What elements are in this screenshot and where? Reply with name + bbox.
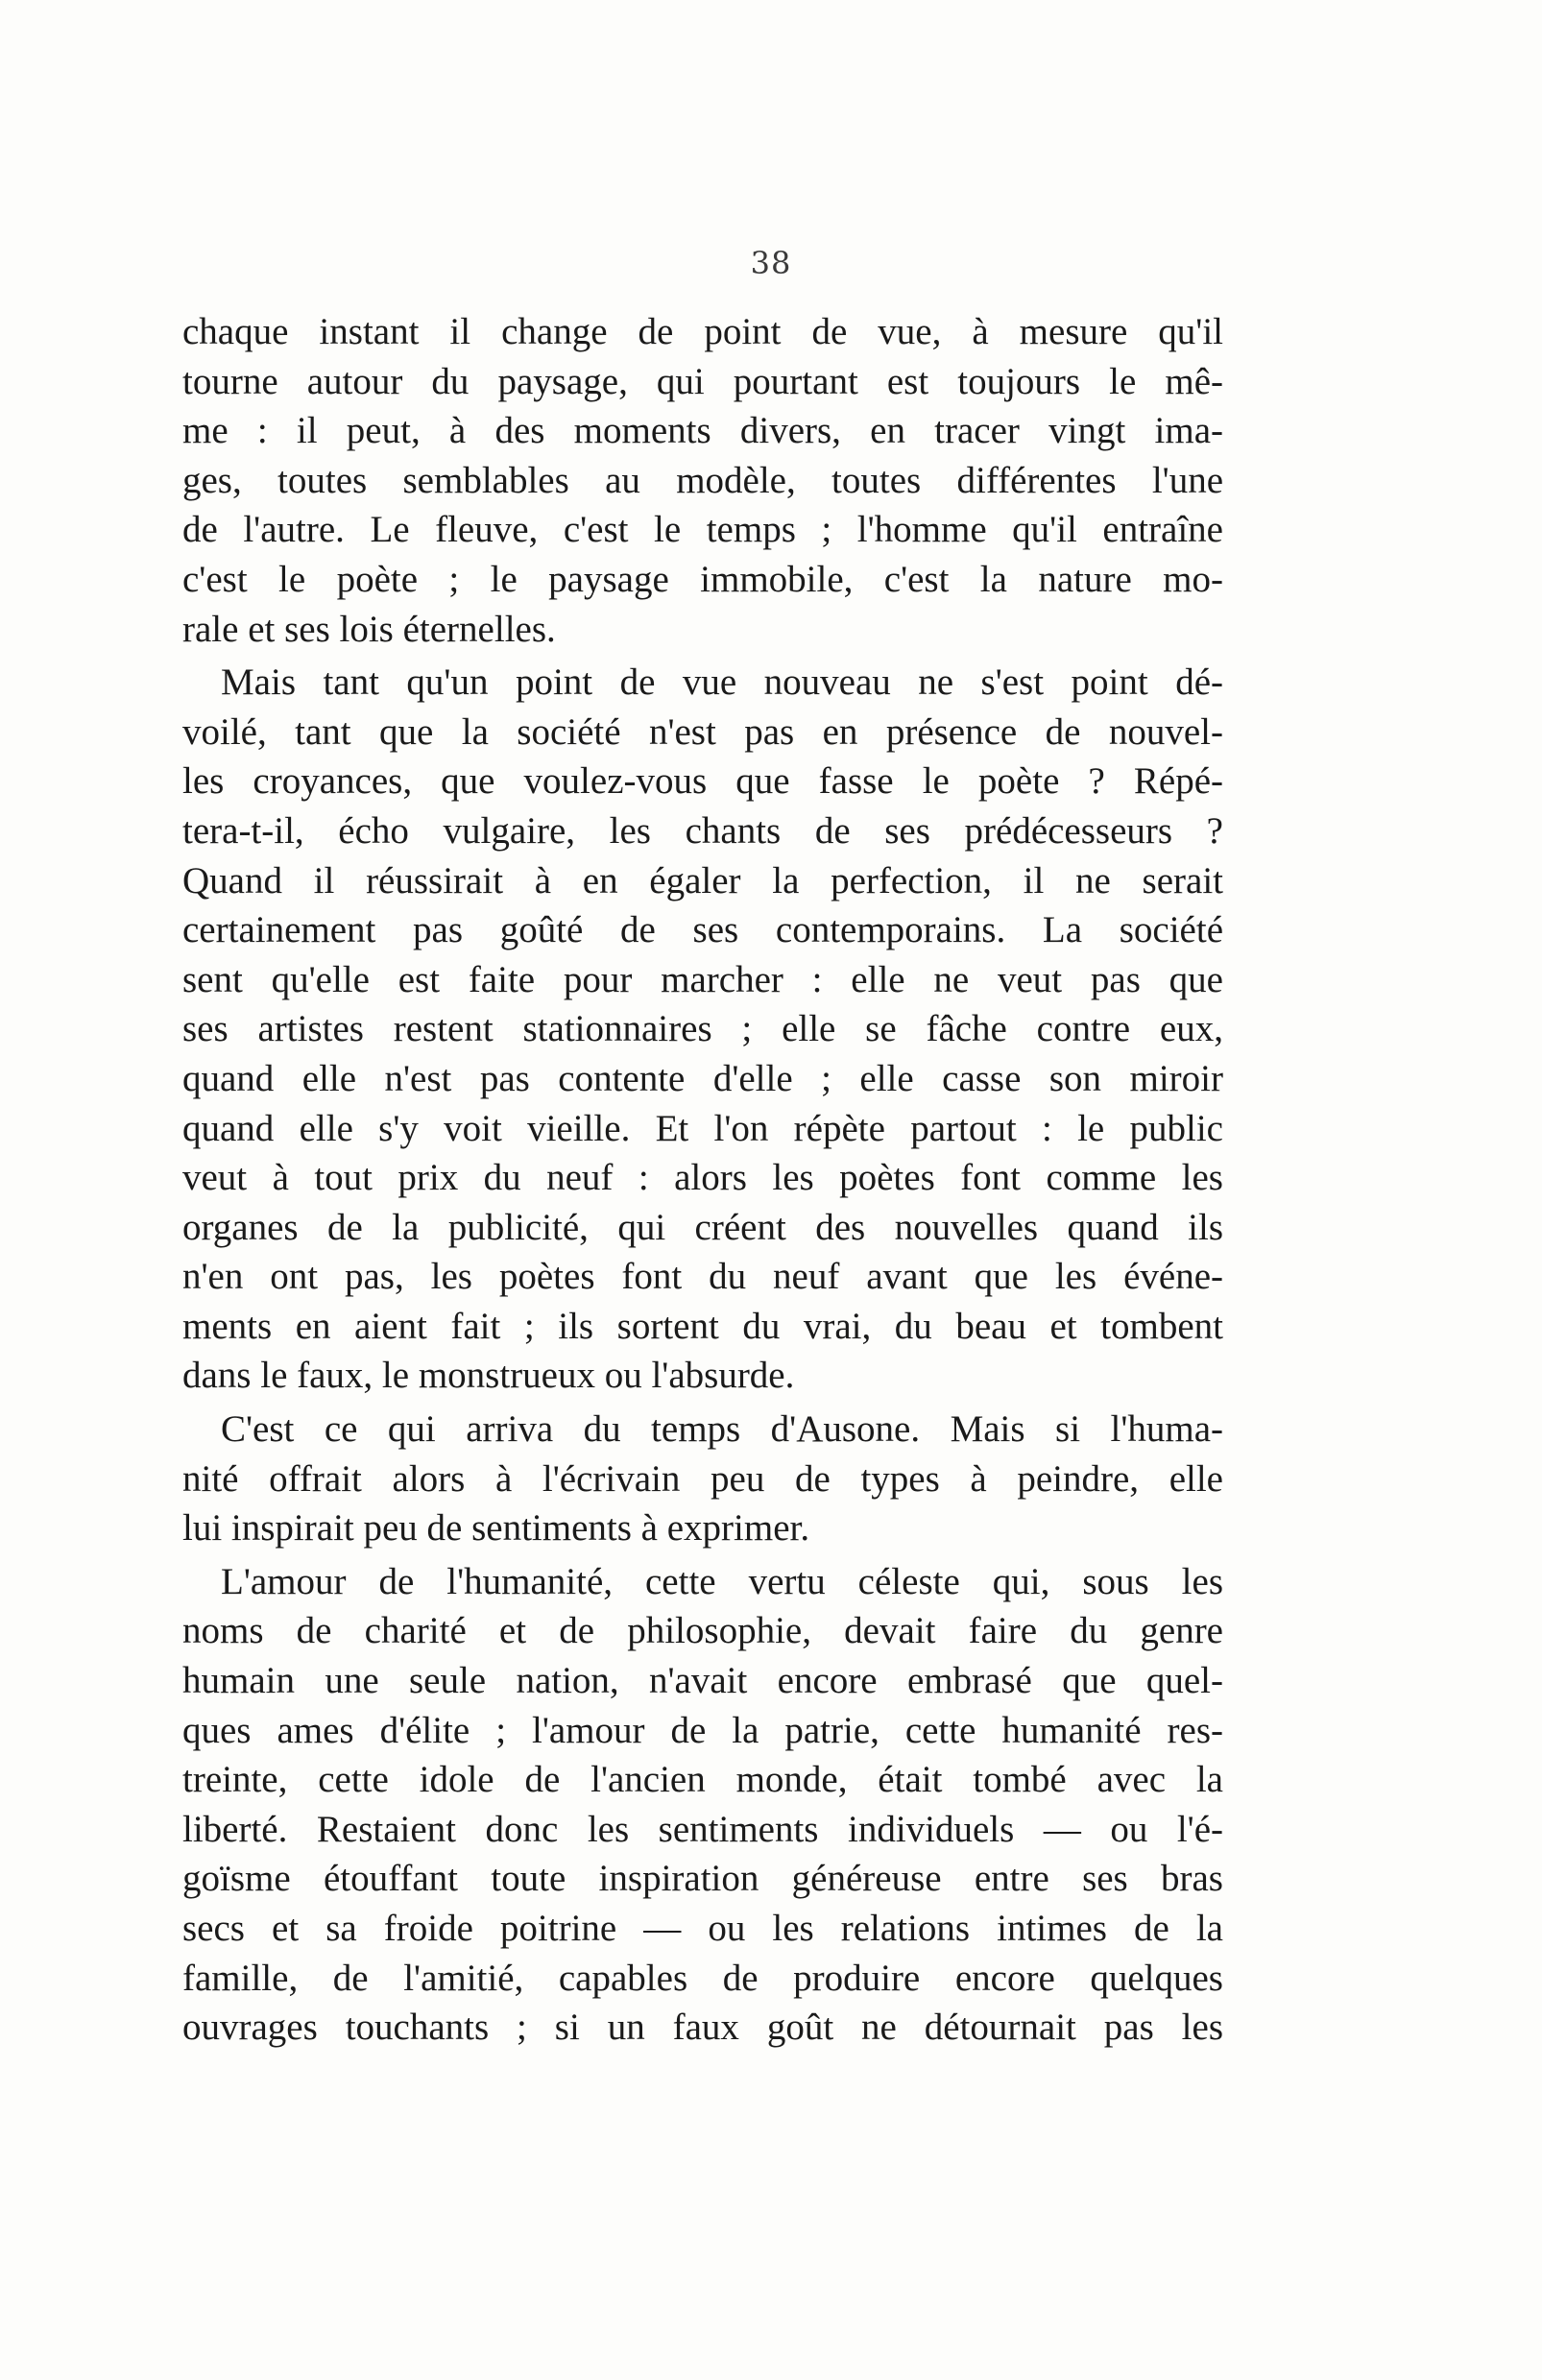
text-line: Mais tant qu'un point de vue nouveau ne s'est point dé- (221, 661, 1223, 704)
text-line: humain une seule nation, n'avait encore embrasé que quel- (182, 1660, 1223, 1702)
text-line: certainement pas goûté de ses contemporains. La société (182, 909, 1223, 951)
paragraph (182, 1557, 1223, 2053)
text-line: tourne autour du paysage, qui pourtant est toujours le mê- (182, 360, 1223, 402)
page-number: 38 (750, 245, 792, 281)
text-line: ques ames d'élite ; l'amour de la patrie, cette humanité res- (182, 1709, 1223, 1751)
text-line: ouvrages touchants ; si un faux goût ne détournait pas les (182, 2007, 1223, 2049)
text-line: secs et sa froide poitrine — ou les relations intimes de la (182, 1908, 1223, 1949)
text-line: organes de la publicité, qui créent des nouvelles quand ils (182, 1206, 1223, 1248)
text-line: goïsme étouffant toute inspiration généreuse entre ses bras (182, 1858, 1223, 1900)
text-line: liberté. Restaient donc les sentiments individuels — ou l'é- (182, 1808, 1223, 1850)
text-line: n'en ont pas, les poètes font du neuf avant que les événe- (182, 1256, 1223, 1298)
text-line: nité offrait alors à l'écrivain peu de types à peindre, elle (182, 1457, 1223, 1500)
text-line: me : il peut, à des moments divers, en tracer vingt ima- (182, 410, 1223, 452)
body-text (182, 307, 1223, 2053)
text-line: lui inspirait peu de sentiments à exprimer. (182, 1507, 810, 1550)
text-line: de l'autre. Le fleuve, c'est le temps ; l'homme qu'il entraîne (182, 509, 1223, 551)
text-line: L'amour de l'humanité, cette vertu céleste qui, sous les (221, 1560, 1223, 1602)
text-line: treinte, cette idole de l'ancien monde, était tombé avec la (182, 1759, 1223, 1801)
text-line: ses artistes restent stationnaires ; elle se fâche contre eux, (182, 1008, 1223, 1050)
paragraph (182, 307, 1223, 654)
text-line: ments en aient fait ; ils sortent du vrai, du beau et tombent (182, 1305, 1223, 1347)
text-line: tera-t-il, écho vulgaire, les chants de ses prédécesseurs ? (182, 809, 1223, 852)
text-line: C'est ce qui arriva du temps d'Ausone. Mais si l'huma- (221, 1408, 1223, 1451)
text-line: chaque instant il change de point de vue, à mesure qu'il (182, 311, 1223, 352)
text-line: rale et ses lois éternelles. (182, 608, 556, 650)
text-line: les croyances, que voulez-vous que fasse le poète ? Répé- (182, 760, 1223, 803)
text-line: quand elle n'est pas contente d'elle ; elle casse son miroir (182, 1057, 1223, 1099)
text-line: noms de charité et de philosophie, devait faire du genre (182, 1610, 1223, 1652)
paragraph (182, 1405, 1223, 1553)
text-line: ges, toutes semblables au modèle, toutes différentes l'une (182, 459, 1223, 501)
text-line: dans le faux, le monstrueux ou l'absurde. (182, 1355, 795, 1397)
text-line: veut à tout prix du neuf : alors les poètes font comme les (182, 1157, 1223, 1199)
text-line: c'est le poète ; le paysage immobile, c'est la nature mo- (182, 558, 1223, 600)
text-line: famille, de l'amitié, capables de produire encore quelques (182, 1957, 1223, 1999)
text-line: Quand il réussirait à en égaler la perfection, il ne serait (182, 859, 1223, 902)
text-line: quand elle s'y voit vieille. Et l'on répète partout : le public (182, 1107, 1223, 1149)
paragraph (182, 658, 1223, 1401)
text-line: sent qu'elle est faite pour marcher : elle ne veut pas que (182, 958, 1223, 1000)
text-line: voilé, tant que la société n'est pas en présence de nouvel- (182, 710, 1223, 753)
